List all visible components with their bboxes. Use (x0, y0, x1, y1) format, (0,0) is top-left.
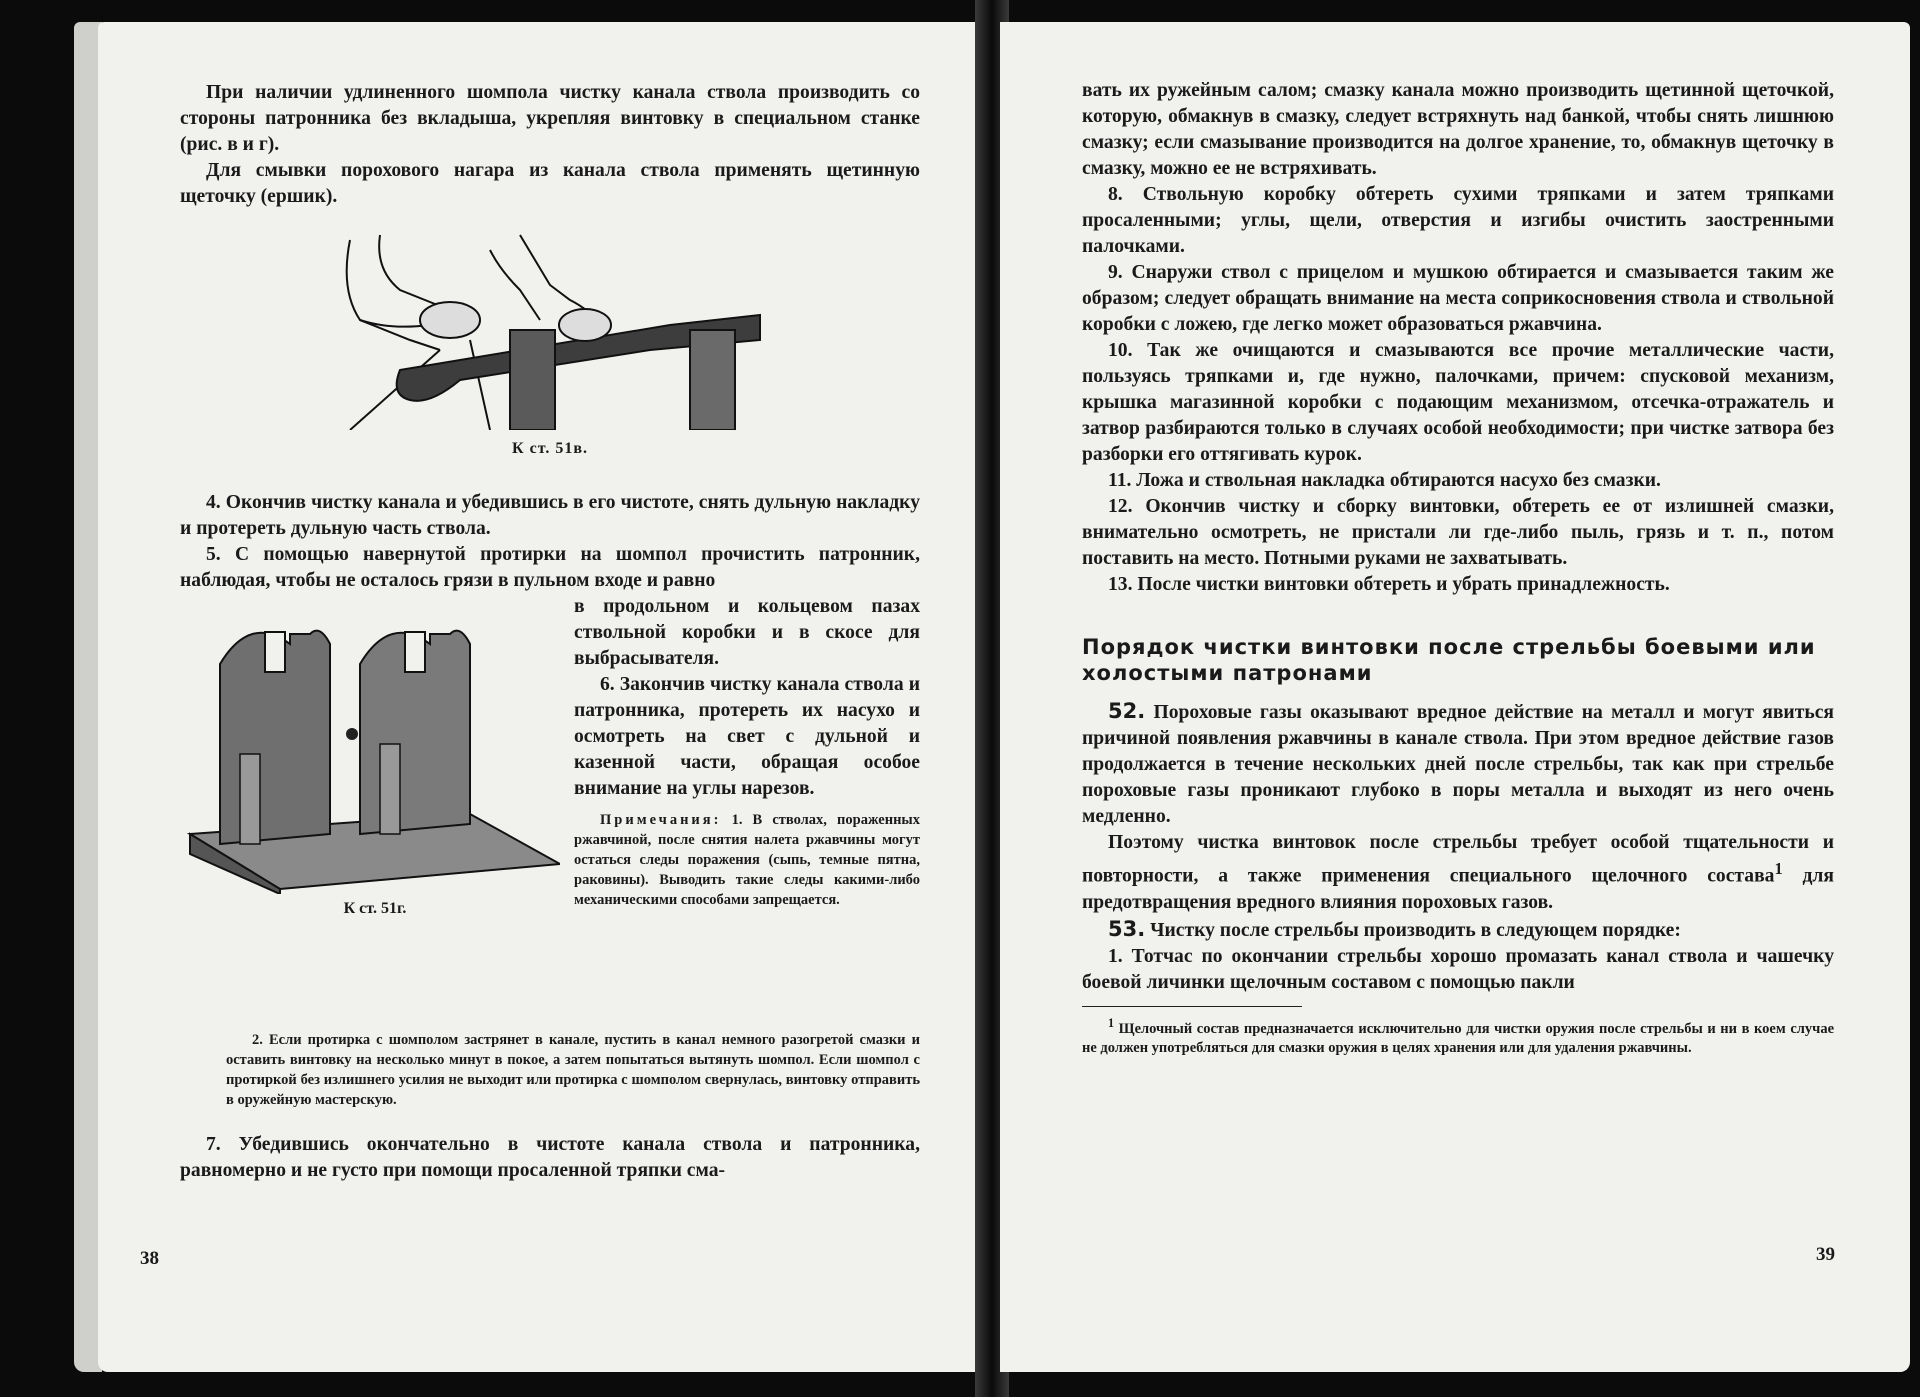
paragraph: 10. Так же очищаются и смазываются все прочие металлические части, пользуясь тряпками и, где нужно, палочками, причем: спусковой механизм, крышка магазинной коробки с подающим механизмом, отсечка-отражатель и затвор разбираются только в случаях особой необходимости; при чистке затвора без разборки его оттягивать курок. (1082, 340, 1834, 465)
paragraph-text: Поэтому чистка винтовок после стрельбы требует особой тщательности и повторности, а также применения специального щелочного состава (1082, 832, 1834, 887)
note-lead: Примечания: (600, 812, 722, 828)
paragraph: 8. Ствольную коробку обтереть сухими тряпками и затем тряпками просаленными; углы, щели, отверстия и изгибы очистить заостренными палочками. (1082, 184, 1834, 257)
paragraph: 9. Снаружи ствол с прицелом и мушкою обтирается и смазывается таким же образом; следует обращать внимание на места соприкосновения ствола и ствольной коробки с ложею, где легко может образоваться ржавчина. (1082, 262, 1834, 335)
section-heading: Порядок чистки винтовки после стрельбы боевыми или холостыми патронами (1082, 635, 1816, 685)
paragraph (1082, 916, 1834, 944)
paragraph: 11. Ложа и ствольная накладка обтираются насухо без смазки. (1108, 470, 1661, 491)
page-number: 39 (1816, 1244, 1835, 1265)
page-number: 38 (140, 1248, 159, 1269)
rifle-cleaning-illustration (320, 230, 780, 430)
paragraph: 1. Тотчас по окончании стрельбы хорошо промазать канал ствола и чашечку боевой личинки щелочным составом с помощью пакли (1082, 945, 1834, 993)
left-page (98, 22, 984, 1372)
section-number: 52. (1108, 699, 1146, 723)
note-text: 1. В стволах, пораженных ржавчиной, после снятия налета ржавчины могут остаться следы поражения (сыпь, темные пятна, раковины). Выводить такие следы какими-либо механическими способами запрещается. (574, 812, 920, 908)
footnote (1082, 1013, 1834, 1059)
figure-caption: К ст. 51г. (343, 900, 407, 917)
rifle-stand-figure (180, 604, 570, 918)
paragraph: 12. Окончив чистку и сборку винтовки, обтереть ее от излишней смазки, внимательно осмотреть, не пристали ли где-либо пыль, грязь и т. п., потом поставить на место. Потными руками не захватывать. (1082, 496, 1834, 569)
paragraph-text: для предотвращения вредного влияния пороховых газов. (1082, 865, 1834, 913)
paragraph: 7. Убедившись окончательно в чистоте канала ствола и патронника, равномерно и не густо при помощи просаленной тряпки сма- (180, 1134, 920, 1181)
paragraph: 6. Закончив чистку канала ствола и патронника, протереть их насухо и осмотреть на свет с дульной и казенной части, обращая особое внимание на углы нарезов. (574, 674, 920, 799)
right-page-content (1082, 78, 1834, 1058)
note-block (574, 810, 920, 910)
paragraph-text: Пороховые газы оказывают вредное действие на металл и могут явиться причиной появления ржавчины в канале ствола. При этом вредное действие газов продолжается в течение нескольких дней после стрельбы, так как при стрельбе пороховые газы проникают глубоко в поры металла и выходят из него очень медленно. (1082, 702, 1835, 827)
figure-row (180, 594, 920, 1034)
rifle-stand-illustration (180, 604, 560, 894)
section-number: 53. (1108, 916, 1146, 941)
paragraph (1082, 830, 1834, 916)
paragraph: Для смывки порохового нагара из канала ствола применять щетинную щеточку (ершик). (180, 160, 920, 207)
figure-caption: К ст. 51в. (512, 440, 588, 457)
paragraph: в продольном и кольцевом пазах ствольной коробки и в скосе для выбрасывателя. (574, 596, 920, 669)
paragraph (1082, 698, 1834, 830)
left-page-content (180, 80, 920, 1184)
footnote-text: Щелочный состав предназначается исключительно для чистки оружия после стрельбы и ни в коем случае не должен употребляться для смазки оружия в целях хранения или для удаления ржавчины. (1082, 1020, 1834, 1057)
paragraph: 13. После чистки винтовки обтереть и убрать принадлежность. (1108, 574, 1670, 595)
right-column (574, 594, 920, 910)
note-paragraph: 2. Если протирка с шомполом застрянет в канале, пустить в канал немного разогретой смазки и оставить винтовку на несколько минут в покое, а затем попытаться вытянуть шомпол. Если шомпол с протиркой без излишнего усилия не выходит или протирка с шомполом свернулась, винтовку отправить в оружейную мастерскую. (226, 1032, 920, 1108)
footnote-marker: 1 (1774, 859, 1783, 878)
paragraph: При наличии удлиненного шомпола чистку канала ствола производить со стороны патронника без вкладыша, укрепляя винтовку в специальном станке (рис. в и г). (180, 82, 920, 155)
paragraph: 5. С помощью навернутой протирки на шомпол прочистить патронник, наблюдая, чтобы не осталось грязи в пульном входе и равно (180, 544, 920, 591)
footnote-rule (1082, 1006, 1302, 1007)
paragraph: 4. Окончив чистку канала и убедившись в его чистоте, снять дульную накладку и протереть дульную часть ствола. (180, 492, 920, 539)
right-page (1000, 22, 1910, 1372)
paragraph-text: Чистку после стрельбы производить в следующем порядке: (1150, 919, 1681, 941)
footnote-marker: 1 (1108, 1015, 1115, 1030)
paragraph: вать их ружейным салом; смазку канала можно производить щетинной щеточкой, которую, обмакнув в смазку, следует встряхнуть над банкой, чтобы снять лишнюю смазку; если смазывание производится на долгое хранение, то, обмакнув щеточку в смазку, можно ее не встряхивать. (1082, 80, 1834, 179)
